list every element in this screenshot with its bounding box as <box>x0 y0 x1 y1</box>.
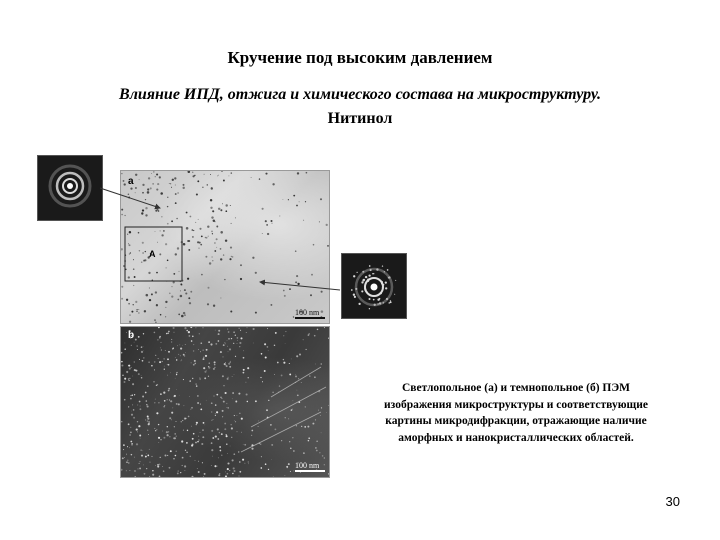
caption-line: аморфных и нанокристаллических областей. <box>398 431 634 444</box>
caption-line: картины микродифракции, отражающие наличие <box>385 415 647 427</box>
page-number: 30 <box>665 494 680 509</box>
region-a-label: A <box>149 249 156 259</box>
slide-subtitle-material: Нитинол <box>327 110 393 127</box>
caption-line: изображения микроструктуры и соответствующие <box>384 398 648 411</box>
arrow-right <box>260 282 340 290</box>
slide-title: Кручение под высоким давлением <box>227 48 493 67</box>
scale-label-b: 100 nm <box>295 461 320 470</box>
caption-line: Светлопольное (а) и темнопольное (б) ПЭМ <box>401 382 631 394</box>
slide-subtitle: Влияние ИПД, отжига и химического состава на микроструктуру. <box>119 86 601 103</box>
arrow-left <box>100 188 160 208</box>
panel-b-letter: b <box>128 330 135 341</box>
panel-a-letter: a <box>128 176 134 187</box>
figure-caption <box>344 380 688 446</box>
scale-label-a: 100 nm <box>295 308 320 317</box>
